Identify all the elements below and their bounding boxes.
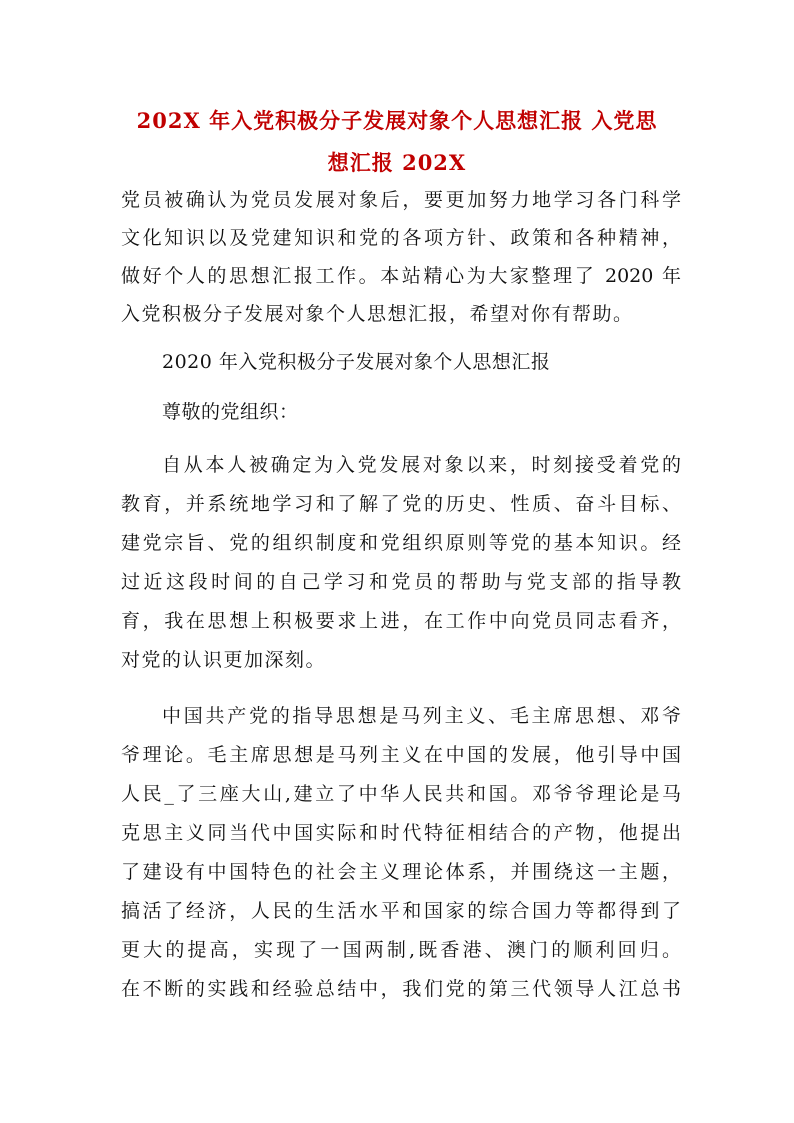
paragraph-line: 人民_了三座大山,建立了中华人民共和国。邓爷爷理论是马: [121, 783, 681, 805]
paragraph-line: 自从本人被确定为入党发展对象以来，时刻接受着党的: [162, 454, 681, 476]
salutation: 尊敬的党组织：: [162, 401, 299, 423]
title-line-1: 202X 年入党积极分子发展对象个人思想汇报 入党思: [136, 108, 658, 133]
paragraph-line: 文化知识以及党建知识和党的各项方针、政策和各种精神，: [121, 227, 681, 249]
paragraph-line: 在不断的实践和经验总结中，我们党的第三代领导人江总书: [121, 978, 681, 1000]
paragraph-line: 中国共产党的指导思想是马列主义、毛主席思想、邓爷: [162, 705, 681, 727]
paragraph-line: 建党宗旨、党的组织制度和党组织原则等党的基本知识。经: [121, 532, 681, 554]
paragraph-line: 搞活了经济，人民的生活水平和国家的综合国力等都得到了: [121, 900, 681, 922]
paragraph-line: 做好个人的思想汇报工作。本站精心为大家整理了 2020 年: [121, 265, 681, 287]
paragraph-line: 对党的认识更加深刻。: [121, 649, 327, 671]
paragraph-line: 过近这段时间的自己学习和党员的帮助与党支部的指导教: [121, 571, 681, 593]
paragraph-line: 了建设有中国特色的社会主义理论体系，并围绕这一主题，: [121, 861, 681, 883]
report-heading: 2020 年入党积极分子发展对象个人思想汇报: [162, 351, 551, 373]
paragraph-line: 更大的提高，实现了一国两制,既香港、澳门的顺利回归。: [121, 939, 681, 961]
document-title: [110, 100, 684, 184]
paragraph-line: 育，我在思想上积极要求上进，在工作中向党员同志看齐，: [121, 610, 681, 632]
paragraph-line: 入党积极分子发展对象个人思想汇报，希望对你有帮助。: [121, 303, 634, 325]
paragraph-line: 克思主义同当代中国实际和时代特征相结合的产物，他提出: [121, 822, 681, 844]
paragraph-line: 党员被确认为党员发展对象后，要更加努力地学习各门科学: [121, 189, 681, 211]
title-line-2: 想汇报 202X: [327, 150, 467, 175]
paragraph-line: 教育，并系统地学习和了解了党的历史、性质、奋斗目标、: [121, 493, 681, 515]
paragraph-line: 爷理论。毛主席思想是马列主义在中国的发展，他引导中国: [121, 744, 681, 766]
